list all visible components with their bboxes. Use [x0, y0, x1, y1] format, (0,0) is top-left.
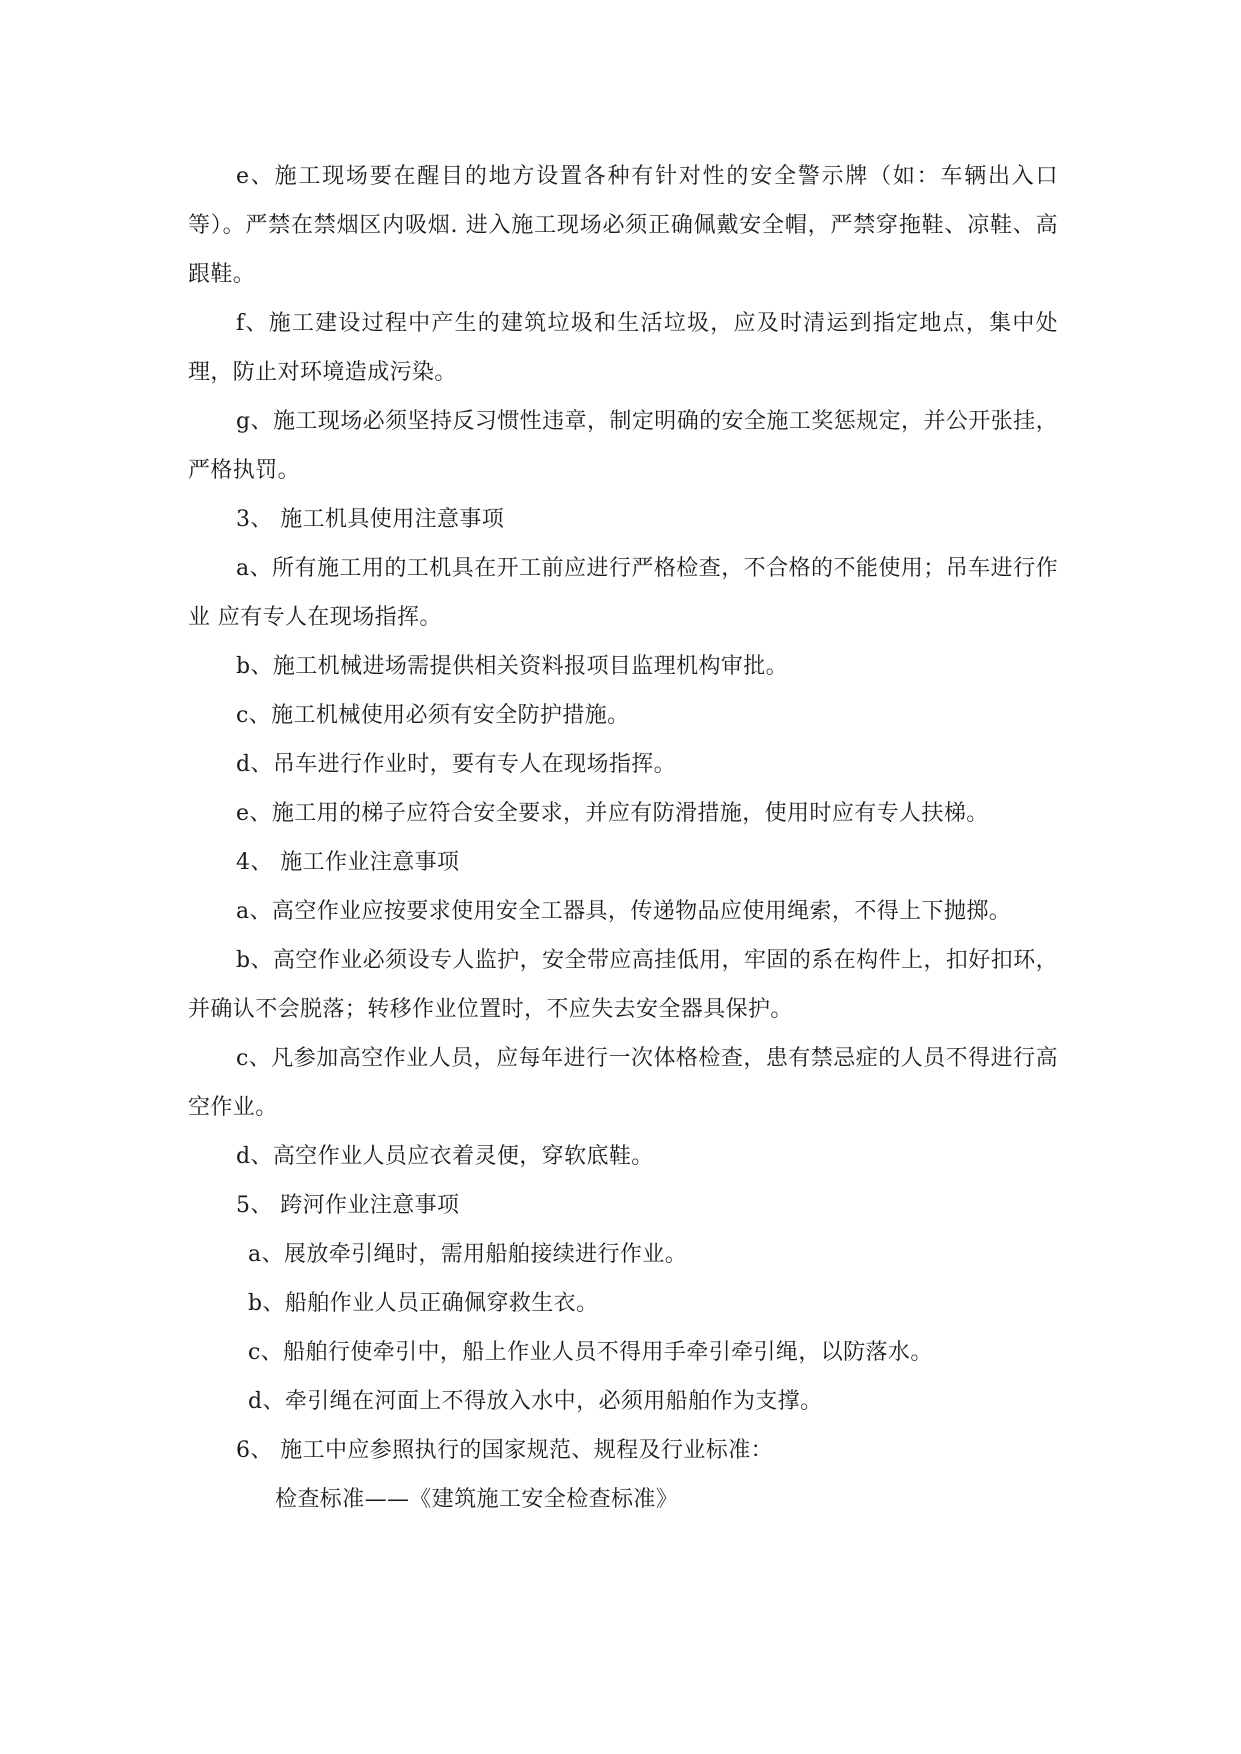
paragraph-3b: b、施工机械进场需提供相关资料报项目监理机构审批。: [236, 654, 789, 679]
document-page: [188, 152, 1058, 1524]
paragraph-5c: c、船舶行使牵引中，船上作业人员不得用手牵引牵引绳，以防落水。: [248, 1340, 933, 1365]
paragraph-f-waste-disposal: f、施工建设过程中产生的建筑垃圾和生活垃圾，应及时清运到指定地点，集中处理，防止对环境造成污染。: [188, 311, 1058, 385]
paragraph-4d: d、高空作业人员应衣着灵便，穿软底鞋。: [236, 1144, 654, 1169]
paragraph-4a: a、高空作业应按要求使用安全工器具，传递物品应使用绳索，不得上下抛掷。: [236, 899, 1012, 924]
paragraph-5a: a、展放牵引绳时，需用船舶接续进行作业。: [248, 1242, 688, 1267]
paragraph-4b: b、高空作业必须设专人监护，安全带应高挂低用，牢固的系在构件上，扣好扣环，并确认不会脱落；转移作业位置时，不应失去安全器具保护。: [188, 948, 1058, 1022]
section-heading-3: 3、 施工机具使用注意事项: [236, 507, 505, 532]
paragraph-5d: d、牵引绳在河面上不得放入水中，必须用船舶作为支撑。: [248, 1389, 823, 1414]
paragraph-3d: d、吊车进行作业时，要有专人在现场指挥。: [236, 752, 677, 777]
paragraph-3a: a、所有施工用的工机具在开工前应进行严格检查，不合格的不能使用；吊车进行作业 应有专人在现场指挥。: [188, 556, 1058, 630]
section-heading-4: 4、 施工作业注意事项: [236, 850, 460, 875]
paragraph-5b: b、船舶作业人员正确佩穿救生衣。: [248, 1291, 599, 1316]
section-heading-6: 6、 施工中应参照执行的国家规范、规程及行业标准：: [236, 1438, 773, 1463]
paragraph-4c: c、凡参加高空作业人员，应每年进行一次体格检查，患有禁忌症的人员不得进行高空作业。: [188, 1046, 1058, 1120]
paragraph-g-violations: g、施工现场必须坚持反习惯性违章，制定明确的安全施工奖惩规定，并公开张挂，严格执罚。: [188, 409, 1058, 483]
standard-reference: 检查标准——《建筑施工安全检查标准》: [275, 1487, 679, 1512]
section-heading-5: 5、 跨河作业注意事项: [236, 1193, 460, 1218]
paragraph-e-site-signage: e、施工现场要在醒目的地方设置各种有针对性的安全警示牌（如：车辆出入口等）。严禁在禁烟区内吸烟. 进入施工现场必须正确佩戴安全帽，严禁穿拖鞋、凉鞋、高跟鞋。: [188, 164, 1058, 287]
paragraph-3c: c、施工机械使用必须有安全防护措施。: [236, 703, 630, 728]
paragraph-3e: e、施工用的梯子应符合安全要求，并应有防滑措施，使用时应有专人扶梯。: [236, 801, 989, 826]
